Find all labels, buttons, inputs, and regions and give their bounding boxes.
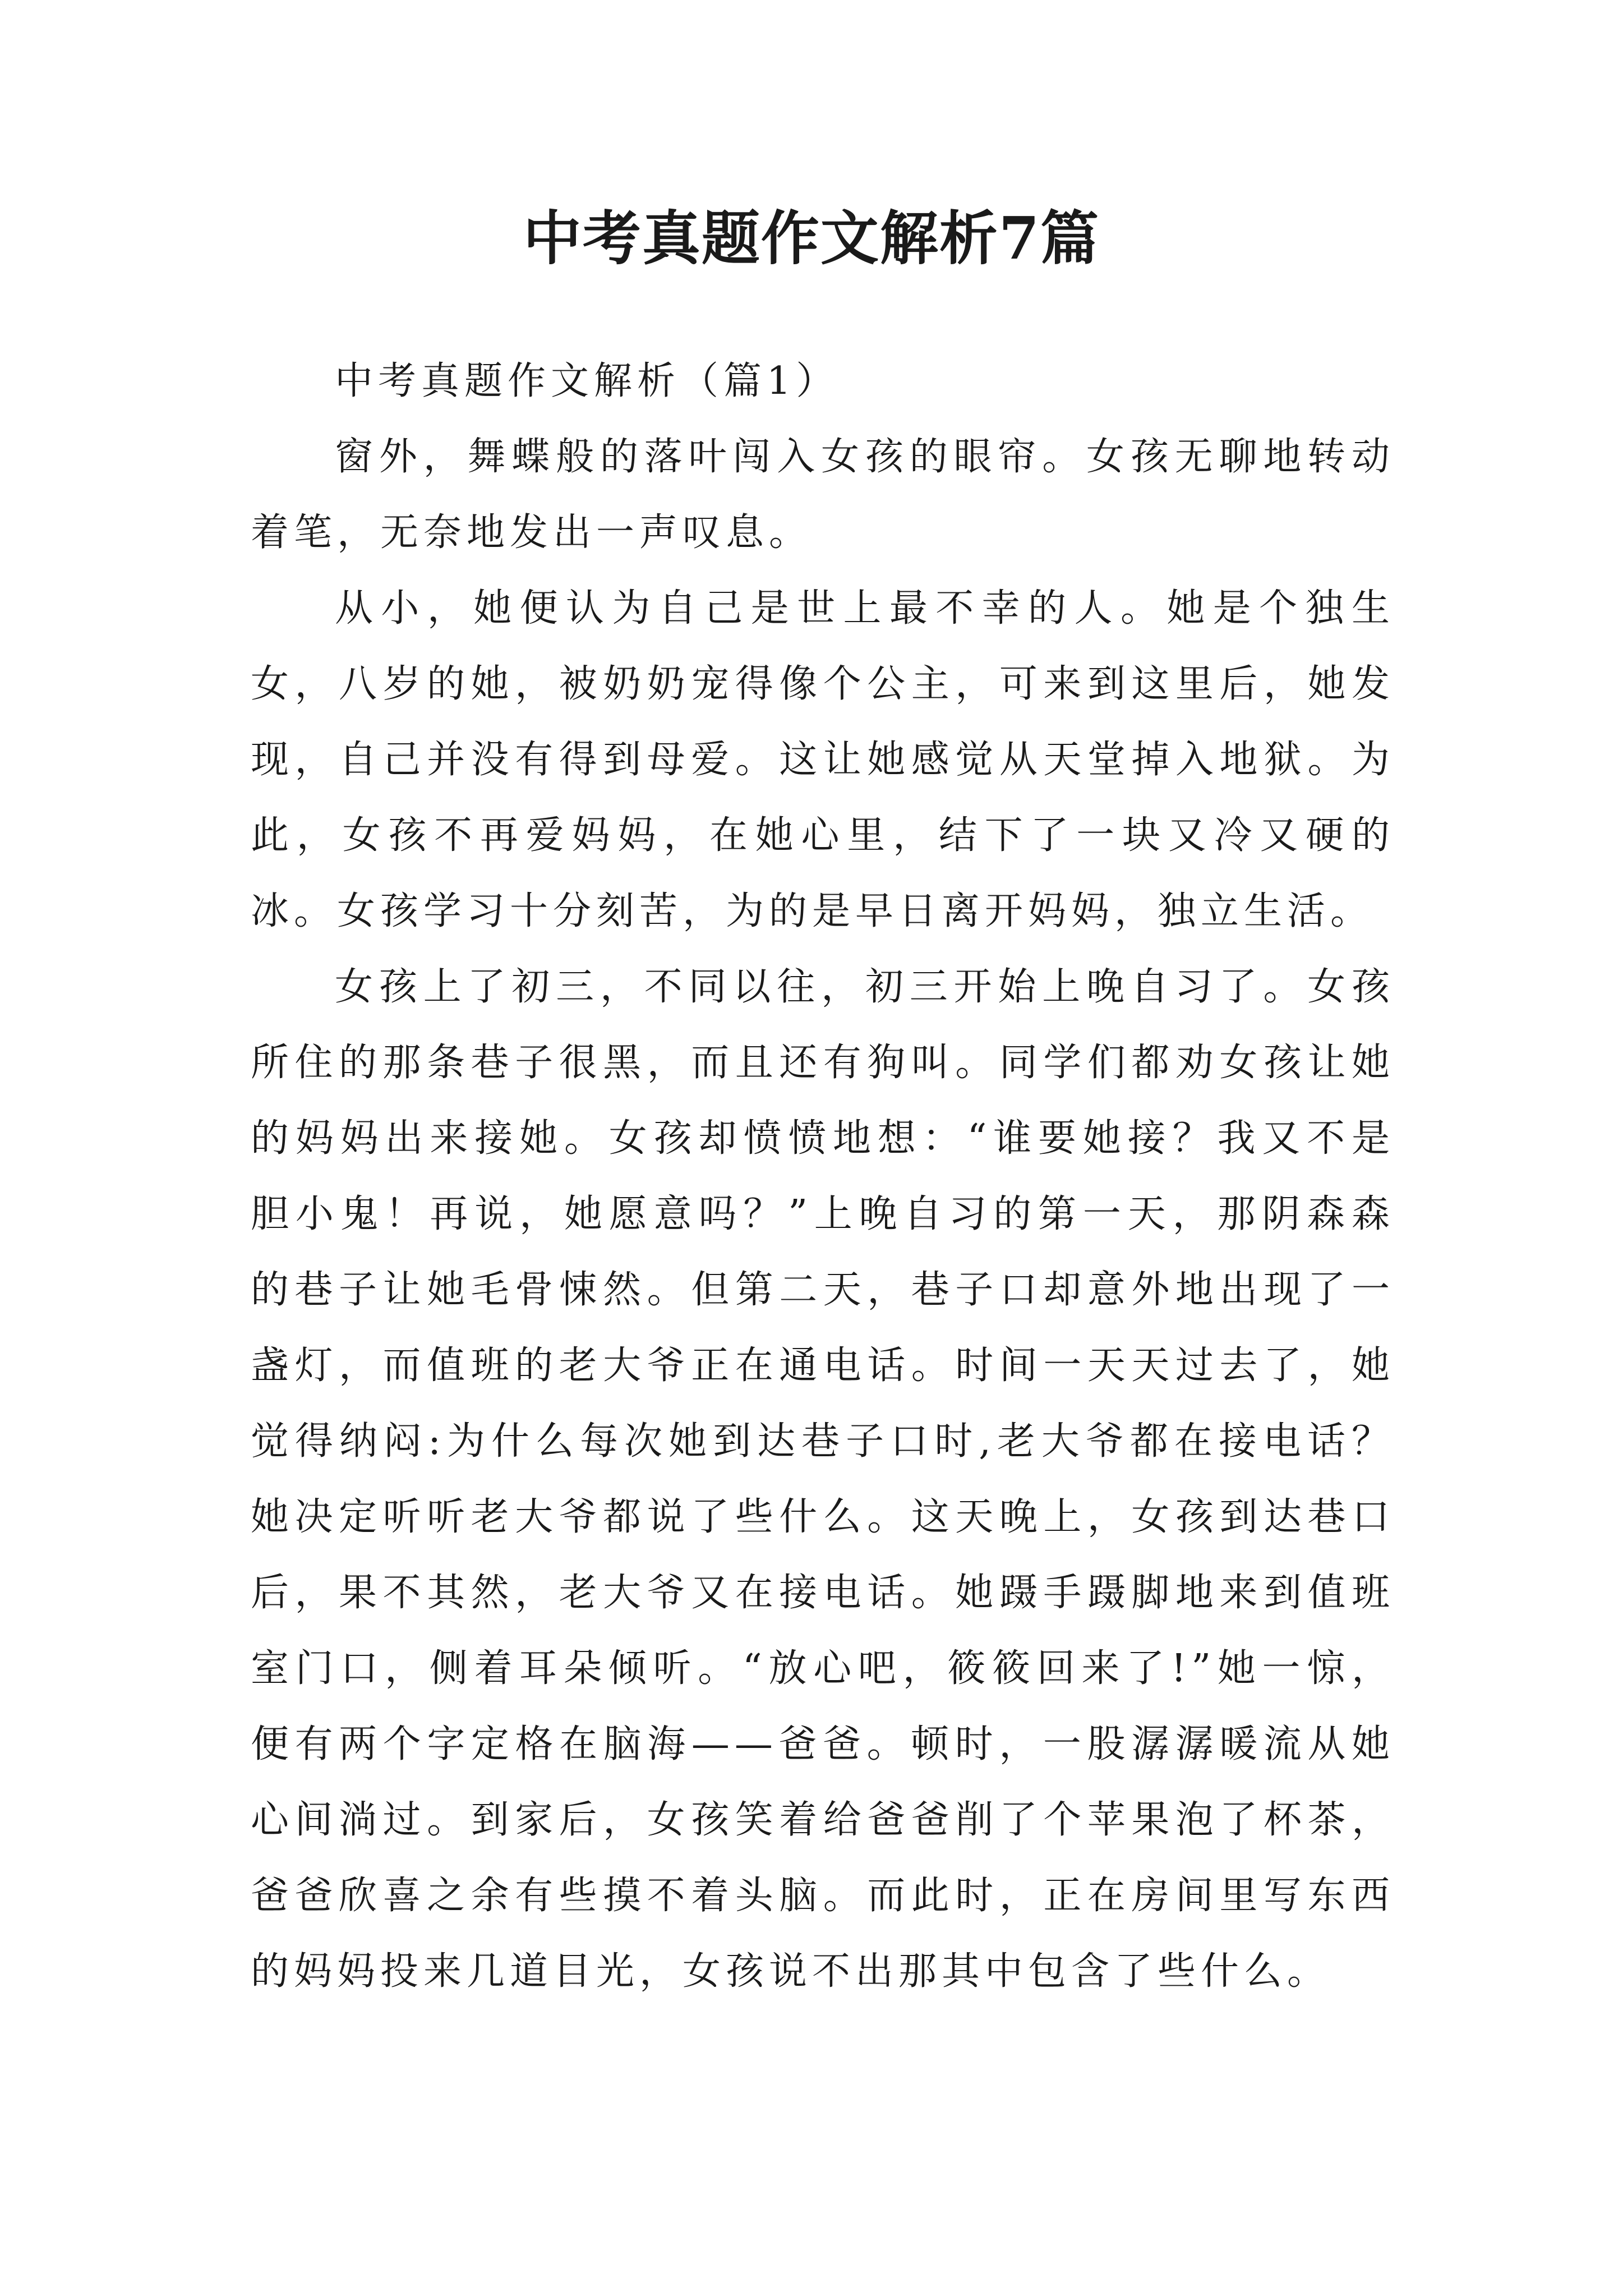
section-heading: 中考真题作文解析（篇1） [335,359,840,403]
paragraph-1: 窗外，舞蝶般的落叶闯入女孩的眼帘。女孩无聊地转动着笔，无奈地发出一声叹息。 [251,435,1395,555]
paragraph-3: 女孩上了初三，不同以往，初三开始上晚自习了。女孩所住的那条巷子很黑，而且还有狗叫。同学们都劝女孩让她的妈妈出来接她。女孩却愤愤地想：“谁要她接？我又不是胆小鬼！再说，她愿意吗？”上晚自习的第一天，那阴森森的巷子让她毛骨悚然。但第二天，巷子口却意外地出现了一盏灯，而值班的老大爷正在通电话。时间一天天过去了，她觉得纳闷:为什么每次她到达巷子口时,老大爷都在接电话？她决定听听老大爷都说了些什么。这天晚上，女孩到达巷口后，果不其然，老大爷又在接电话。她蹑手蹑脚地来到值班室门口，侧着耳朵倾听。“放心吧，筱筱回来了!”她一惊，便有两个字定格在脑海——爸爸。顿时，一股潺潺暖流从她心间淌过。到家后，女孩笑着给爸爸削了个苹果泡了杯茶，爸爸欣喜之余有些摸不着头脑。而此时，正在房间里写东西的妈妈投来几道目光，女孩说不出那其中包含了些什么。 [251,965,1395,1994]
paragraph-2: 从小，她便认为自己是世上最不幸的人。她是个独生女，八岁的她，被奶奶宠得像个公主，可来到这里后，她发现，自己并没有得到母爱。这让她感觉从天堂掉入地狱。为此，女孩不再爱妈妈，在她心里，结下了一块又冷又硬的冰。女孩学习十分刻苦，为的是早日离开妈妈，独立生活。 [251,586,1395,933]
document-title: 中考真题作文解析7篇 [523,204,1100,273]
document-body [251,343,1395,2009]
